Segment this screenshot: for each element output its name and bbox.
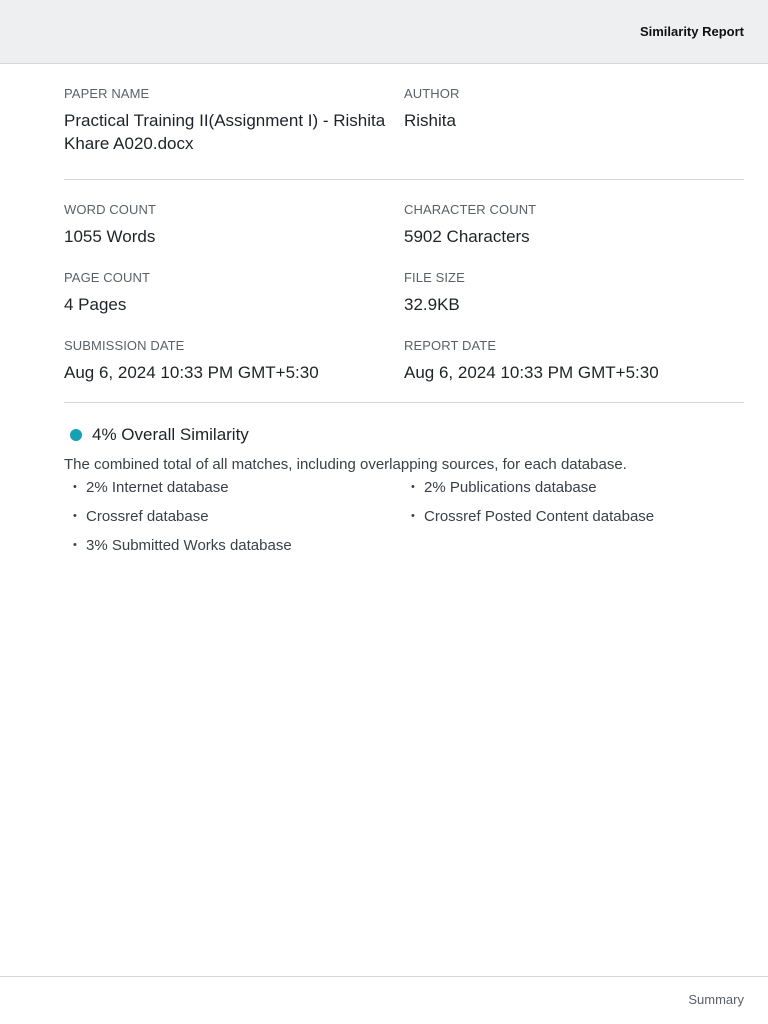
author-field (404, 86, 744, 155)
stats-row-counts (64, 202, 744, 270)
page-count-field (64, 270, 404, 338)
paper-info (64, 86, 744, 155)
author-label: AUTHOR (404, 86, 460, 101)
database-list (64, 479, 744, 566)
character-count-value: 5902 Characters (404, 227, 530, 246)
document-stats (64, 202, 744, 406)
database-item: • Crossref database (64, 508, 402, 537)
divider-top (64, 179, 744, 180)
page-count-value: 4 Pages (64, 295, 127, 314)
stats-row-size (64, 270, 744, 338)
word-count-value: 1055 Words (64, 227, 156, 246)
database-item: • 2% Internet database (64, 479, 402, 508)
file-size-value: 32.9KB (404, 295, 460, 314)
footer-summary-label: Summary (688, 992, 744, 1007)
submission-date-field (64, 338, 404, 406)
paper-name-label: PAPER NAME (64, 86, 150, 101)
file-size-label: FILE SIZE (404, 270, 465, 285)
word-count-field (64, 202, 404, 270)
character-count-label: CHARACTER COUNT (404, 202, 537, 217)
database-item: • 2% Publications database (402, 479, 740, 508)
paper-name-field (64, 86, 404, 155)
word-count-label: WORD COUNT (64, 202, 156, 217)
similarity-description: The combined total of all matches, including overlapping sources, for each database. (64, 456, 627, 473)
report-date-label: REPORT DATE (404, 338, 497, 353)
report-header (0, 0, 768, 64)
database-list-right (402, 479, 740, 566)
page-count-label: PAGE COUNT (64, 270, 150, 285)
similarity-heading (70, 425, 744, 445)
paper-name-value: Practical Training II(Assignment I) - Rishita Khare A020.docx (64, 111, 386, 153)
submission-date-label: SUBMISSION DATE (64, 338, 185, 353)
report-title: Similarity Report (639, 24, 744, 39)
report-date-value: Aug 6, 2024 10:33 PM GMT+5:30 (404, 363, 659, 382)
file-size-field (404, 270, 744, 338)
similarity-section (64, 425, 744, 566)
submission-date-value: Aug 6, 2024 10:33 PM GMT+5:30 (64, 363, 319, 382)
database-item: • 3% Submitted Works database (64, 537, 402, 566)
overall-similarity-title: 4% Overall Similarity (92, 425, 249, 444)
report-content (64, 86, 744, 566)
similarity-dot-icon (70, 429, 82, 441)
author-value: Rishita (404, 111, 456, 130)
database-item: • Crossref Posted Content database (402, 508, 740, 537)
database-list-left (64, 479, 402, 566)
report-footer (0, 976, 768, 1024)
character-count-field (404, 202, 744, 270)
stats-row-dates (64, 338, 744, 406)
report-date-field (404, 338, 744, 406)
